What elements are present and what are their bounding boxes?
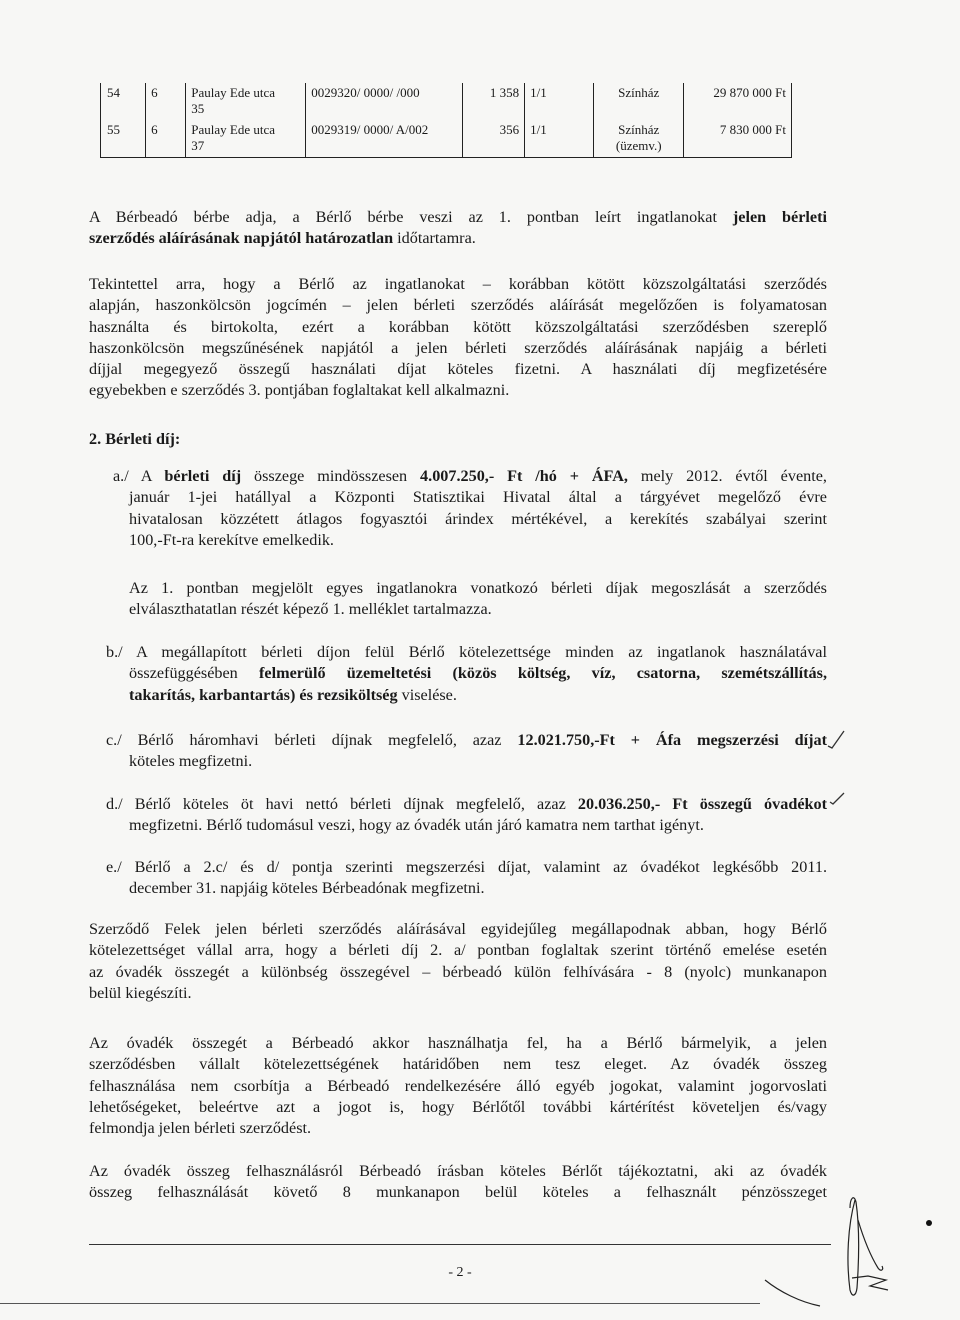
area-cell: 1 358 — [463, 83, 525, 120]
page-number: - 2 - — [448, 1265, 472, 1280]
table-row — [101, 120, 792, 158]
row-number: 55 — [101, 120, 146, 158]
value-cell: 29 870 000 Ft — [684, 83, 792, 120]
ink-dot-icon — [924, 1218, 934, 1228]
clause-e: e./ Bérlő a 2.c/ és d/ pontja szerinti megszerzési díjat, valamint az óvadékot legkésőbb 2011. december 31. napjáig köteles Bérbeadónak megfizetni. — [106, 858, 827, 898]
usage-cell: Színház (üzemv.) — [594, 120, 684, 158]
address-cell: Paulay Ede utca 35 — [186, 83, 306, 120]
clause-d: d./ Bérlő köteles öt havi nettó bérleti díjnak megfelelő, azaz 20.036.250,- Ft összegű óvadékot megfizetni. Bérlő tudomásul veszi, hogy az óvadék után járó kamatra nem tarthat igényt. — [106, 795, 827, 835]
ownership-share: 1/1 — [525, 120, 594, 158]
footer-divider — [89, 1244, 831, 1245]
table-row — [101, 83, 792, 120]
scan-edge-line — [0, 1303, 760, 1304]
area-cell: 356 — [463, 120, 525, 158]
deposit-use-paragraph: Az óvadék összegét a Bérbeadó akkor használhatja fel, ha a Bérlő bármelyik, a jelen szerződésben vállalt kötelezettségének határidőben nem tesz eleget. Az óvadék összeg felhasználása nem csorbítja a Bérbeadó rendelkezésére álló egyéb jogokat, valamint jogorvoslati lehetőségeket, beleértve azt a jogot is, hogy Bérlőtől további kártérítést követeljen és/vagy felmondja jelen bérleti szerződést. — [89, 1034, 827, 1138]
usage-cell: Színház — [594, 83, 684, 120]
signature-icon — [760, 1180, 900, 1310]
clause-b: b./ A megállapított bérleti díjon felül Bérlő kötelezettsége minden az ingatlanok használatával összefüggésében felmerülő üzemeltetési (közös költség, víz, csatorna, szemétszállítás, takarítás, karbantartás) és rezsiköltség viselése. — [106, 643, 828, 704]
parcel-number: 0029319/ 0000/ A/002 — [306, 120, 463, 158]
deposit-topup-paragraph: Szerződő Felek jelen bérleti szerződés aláírásával egyidejűleg megállapodnak abban, hogy Bérlő kötelezettséget vállal arra, hogy a bérleti díj 2. a/ pontban foglaltak szerint történő emelése esetén az óvadék összegét a különbség összegével – bérbeadó külön felhívására - 8 (nyolc) munkanapon belül kiegészíti. — [89, 920, 827, 1002]
clause-c: c./ Bérlő háromhavi bérleti díjnak megfelelő, azaz 12.021.750,-Ft + Áfa megszerzési díjat köteles megfizetni. — [106, 731, 827, 771]
row-number: 54 — [101, 83, 146, 120]
property-table — [100, 83, 792, 158]
clause-a: a./ A bérleti díj összege mindösszesen 4.007.250,- Ft /hó + ÁFA, mely 2012. évtől évente, január 1-jei hatállyal a Központi Statisztikai Hivatal által a tárgyévet megelőző évre hivatalosan közzétett átlagos fogyasztói árindex mértékével, a kerekítés szabályai szerint 100,-Ft-ra kerekítve emelkedik. — [113, 467, 827, 549]
parcel-number: 0029320/ 0000/ /000 — [306, 83, 463, 120]
address-cell: Paulay Ede utca 37 — [186, 120, 306, 158]
lease-term-paragraph: A Bérbeadó bérbe adja, a Bérlő bérbe veszi az 1. pontban leírt ingatlanokat jelen bérleti szerződés aláírásának napjától határozatlan időtartamra. — [89, 208, 828, 248]
deposit-notice-paragraph: Az óvadék összeg felhasználásról Bérbeadó írásban köteles Bérlőt tájékoztatni, aki az óvadék összeg felhasználását követő 8 munkanapon belül köteles a felhasznált pénzösszeget — [89, 1162, 827, 1202]
checkmark-icon — [828, 790, 848, 810]
ownership-share: 1/1 — [525, 83, 594, 120]
usage-fee-paragraph: Tekintettel arra, hogy a Bérlő az ingatlanokat – korábban kötött közszolgáltatási szerződés alapján, haszonkölcsön jogcímén – jelen bérleti szerződés aláírását megelőzően is folyamatosan használta és birtokolta, ezért a korábban kötött közszolgáltatási szerződésben szereplő haszonkölcsön megszűnésének napjától a jelen bérleti szerződés aláírásának napjáig a bérleti díjjal megegyező összegű használati díjat köteles fizetni. A használati díj megfizetésére egyebekben e szerződés 3. pontjában foglaltakat kell alkalmazni. — [89, 275, 827, 400]
section-number: 6 — [146, 83, 186, 120]
clause-a-note: Az 1. pontban megjelölt egyes ingatlanokra vonatkozó bérleti díjak megoszlását a szerződés elválaszthatatlan részét képező 1. melléklet tartalmazza. — [129, 579, 827, 619]
section-heading: 2. Bérleti díj: — [89, 430, 181, 448]
checkmark-icon — [826, 728, 846, 750]
section-number: 6 — [146, 120, 186, 158]
value-cell: 7 830 000 Ft — [684, 120, 792, 158]
